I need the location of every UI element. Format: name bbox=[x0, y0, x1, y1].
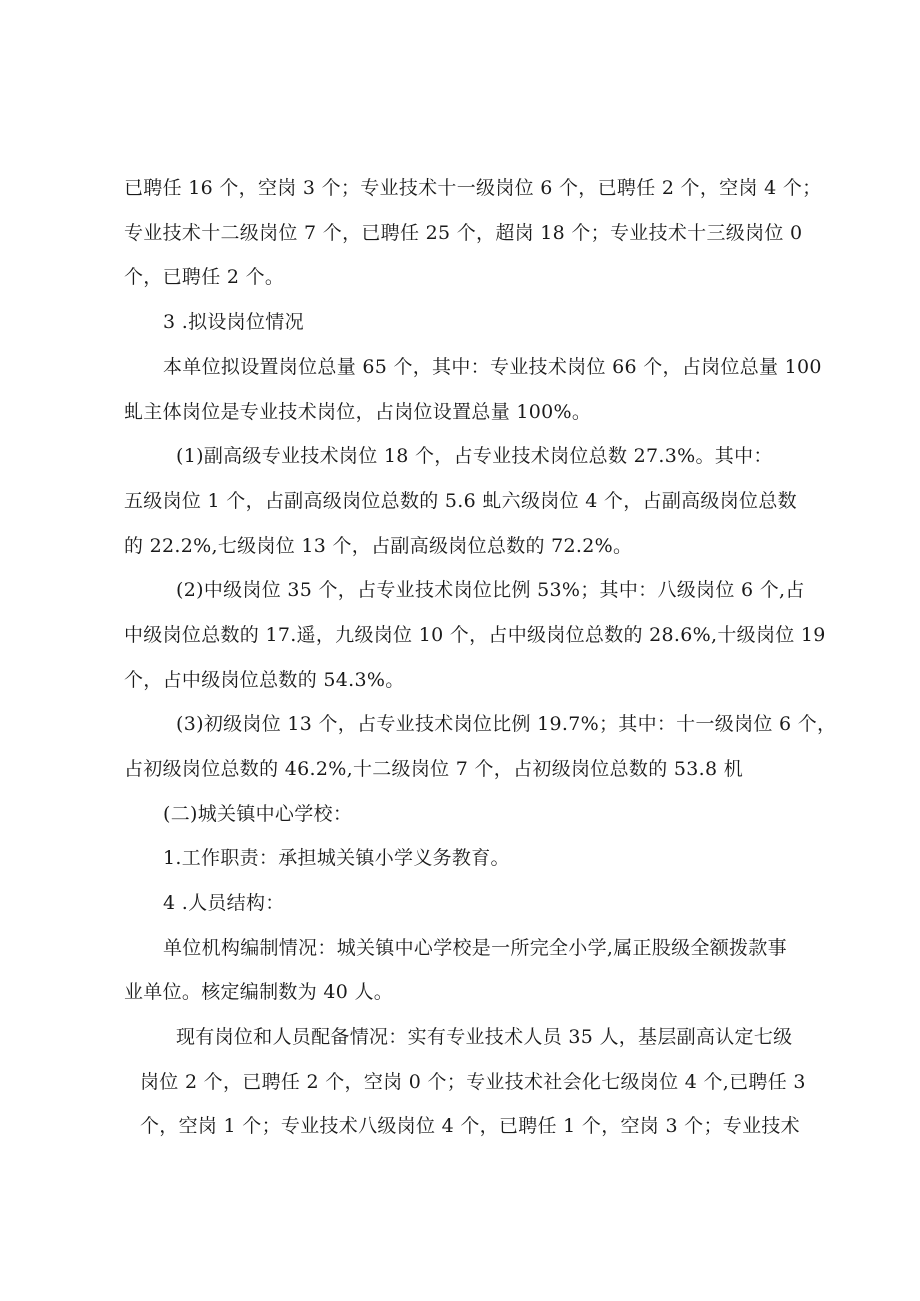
text-line: 的 22.2%,七级岗位 13 个，占副高级岗位总数的 72.2%。 bbox=[124, 535, 633, 557]
text-line: 个，空岗 1 个；专业技术八级岗位 4 个，已聘任 1 个，空岗 3 个；专业技术 bbox=[140, 1115, 800, 1137]
list-item: (2)中级岗位 35 个，占专业技术岗位比例 53%；其中：八级岗位 6 个,占 bbox=[176, 579, 805, 601]
text-line: 1.工作职责：承担城关镇小学义务教育。 bbox=[163, 847, 510, 869]
text-line: 中级岗位总数的 17.遥，九级岗位 10 个，占中级岗位总数的 28.6%,十级岗位 19 bbox=[124, 624, 826, 646]
text-line: 五级岗位 1 个，占副高级岗位总数的 5.6 虬六级岗位 4 个，占副高级岗位总数 bbox=[124, 490, 797, 512]
text-line: 个，占中级岗位总数的 54.3%。 bbox=[124, 669, 405, 691]
list-item: (3)初级岗位 13 个，占专业技术岗位比例 19.7%；其中：十一级岗位 6 个， bbox=[176, 713, 837, 735]
text-line: 个，已聘任 2 个。 bbox=[124, 266, 285, 288]
list-item: (1)副高级专业技术岗位 18 个，占专业技术岗位总数 27.3%。其中： bbox=[176, 445, 773, 467]
section-heading: 4 .人员结构： bbox=[163, 892, 285, 914]
section-heading: (二)城关镇中心学校： bbox=[163, 803, 353, 825]
section-heading: 3 .拟设岗位情况 bbox=[163, 311, 304, 333]
text-line: 专业技术十二级岗位 7 个，已聘任 25 个，超岗 18 个；专业技术十三级岗位 0 bbox=[124, 222, 803, 244]
text-line: 占初级岗位总数的 46.2%,十二级岗位 7 个，占初级岗位总数的 53.8 机 bbox=[124, 758, 743, 780]
text-line: 现有岗位和人员配备情况：实有专业技术人员 35 人，基层副高认定七级 bbox=[176, 1026, 793, 1048]
text-line: 业单位。核定编制数为 40 人。 bbox=[124, 981, 394, 1003]
text-line: 已聘任 16 个，空岗 3 个；专业技术十一级岗位 6 个，已聘任 2 个，空岗 4 个； bbox=[124, 177, 822, 199]
text-line: 本单位拟设置岗位总量 65 个，其中：专业技术岗位 66 个，占岗位总量 100 bbox=[163, 356, 822, 378]
text-line: 岗位 2 个，已聘任 2 个，空岗 0 个；专业技术社会化七级岗位 4 个,已聘任 3 bbox=[140, 1071, 806, 1093]
text-line: 虬主体岗位是专业技术岗位，占岗位设置总量 100%。 bbox=[124, 401, 592, 423]
text-line: 单位机构编制情况：城关镇中心学校是一所完全小学,属正股级全额拨款事 bbox=[163, 937, 787, 959]
